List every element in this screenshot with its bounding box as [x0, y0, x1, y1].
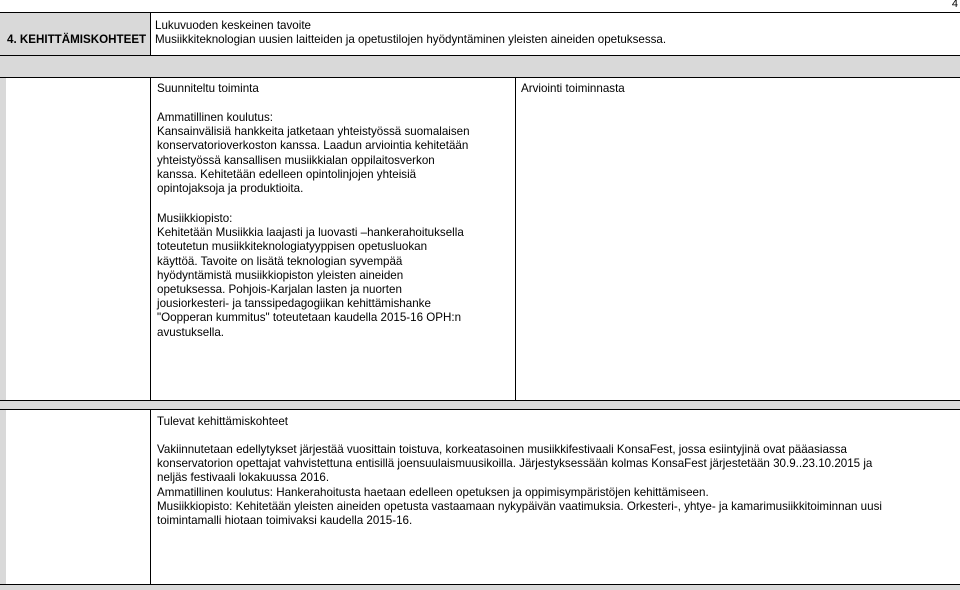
- table-border: [0, 12, 960, 13]
- institute-block: [157, 212, 464, 340]
- table-border: [150, 77, 151, 400]
- evaluation-heading: Arviointi toiminnasta: [521, 82, 625, 95]
- vocational-line: kanssa. Kehitetään edelleen opintolinjojen yhteisiä: [157, 167, 417, 181]
- future-line: toimintamalli hiotaan toimivaksi kaudella 2015-16.: [157, 514, 413, 528]
- future-heading: Tulevat kehittämiskohteet: [157, 415, 289, 428]
- left-margin-shading: [0, 12, 6, 590]
- goal-heading: Lukuvuoden keskeinen tavoite: [155, 19, 311, 32]
- institute-line: toteutetun musiikkiteknologiatyyppisen opetusluokan: [157, 240, 428, 254]
- vocational-line: Kansainvälisiä hankkeita jatketaan yhteistyössä suomalaisen: [157, 125, 470, 139]
- page-number: 4: [951, 0, 958, 10]
- vocational-block: [157, 111, 470, 196]
- vocational-line: yhteistyössä kansallisen musiikkialan oppilaitosverkon: [157, 153, 435, 167]
- table-border: [150, 409, 151, 584]
- institute-line: jousiorkesteri- ja tanssipedagogiikan kehittämishanke: [157, 297, 431, 311]
- table-border: [150, 12, 151, 55]
- planned-heading: Suunniteltu toiminta: [157, 82, 259, 95]
- table-border: [0, 400, 960, 401]
- future-block: [157, 443, 882, 528]
- institute-line: "Oopperan kummitus" toteutetaan kaudella 2015-16 OPH:n: [157, 311, 462, 325]
- table-border: [0, 55, 960, 56]
- header-spacer-row: [0, 55, 960, 77]
- future-line: Musiikkiopisto: Kehitetään yleisten aineiden opetusta vastaamaan nykypäivän vaatimuksia. Orkesteri-, yhtye- ja kamarimusiikkitoiminnan uusi: [157, 499, 882, 513]
- body-spacer-row: [0, 400, 960, 409]
- institute-line: hyödyntämistä musiikkiopiston yleisten aineiden: [157, 268, 404, 282]
- future-line: neljäs festivaali lokakuussa 2016.: [157, 471, 330, 485]
- institute-line: Kehitetään Musiikkia laajasti ja luovasti –hankerahoituksella: [157, 226, 464, 240]
- institute-line: avustuksella.: [157, 325, 225, 339]
- section-label: 4. KEHITTÄMISKOHTEET: [7, 33, 147, 46]
- table-border: [0, 409, 960, 410]
- institute-line: opetuksessa. Pohjois-Karjalan lasten ja nuorten: [157, 283, 402, 297]
- table-border: [515, 77, 516, 400]
- institute-line: käyttöä. Tavoite on lisätä teknologian syvempää: [157, 254, 403, 268]
- table-border: [0, 584, 960, 585]
- vocational-heading: Ammatillinen koulutus:: [157, 111, 273, 124]
- future-line: Vakiinnutetaan edellytykset järjestää vuosittain toistuva, korkeatasoinen musiikkifestivaali KonsaFest, jossa esiintyjinä ovat pääasiassa: [157, 443, 847, 456]
- institute-heading: Musiikkiopisto:: [157, 212, 233, 225]
- future-line: Ammatillinen koulutus: Hankerahoitusta haetaan edelleen opetuksen ja oppimisympäristöjen kehittämiseen.: [157, 485, 709, 499]
- vocational-line: opintojaksoja ja produktioita.: [157, 182, 304, 196]
- table-border: [0, 77, 960, 78]
- goal-text: Musiikkiteknologian uusien laitteiden ja opetustilojen hyödyntäminen yleisten aineiden opetuksessa.: [155, 33, 667, 46]
- future-line: konservatorion opettajat vahvistettuna entisillä joensuulaismuusikoilla. Järjestyksessään kolmas KonsaFest järjestetään 30.9..23.10.2015 ja: [157, 457, 873, 471]
- vocational-line: konservatorioverkoston kanssa. Laadun arviointia kehitetään: [157, 139, 469, 153]
